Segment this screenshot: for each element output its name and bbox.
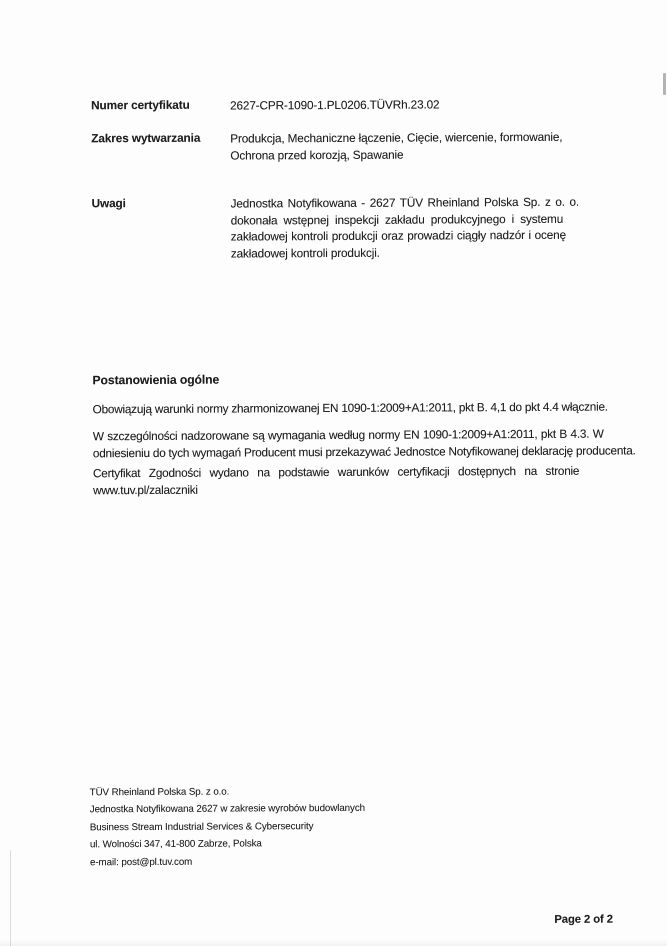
page-number: Page 2 of 2 xyxy=(554,913,613,926)
field-value-cert-number xyxy=(230,96,575,114)
paragraph-line certificate-terms-url: www.tuv.pl/zalaczniki xyxy=(93,482,198,497)
footer-email: e-mail: post@pl.tuv.com xyxy=(90,856,193,868)
footer-company-name: TÜV Rheinland Polska Sp. z o.o. xyxy=(89,786,230,799)
paragraph-line: W szczególności nadzorowane są wymagania według normy EN 1090-1:2009+A1:2011, pkt B 4.3. W xyxy=(92,426,604,444)
field-label-zakres-wytwarzania: Zakres wytwarzania xyxy=(91,130,201,146)
footer-business-stream: Business Stream Industrial Services & Cybersecurity xyxy=(89,820,314,834)
general-paragraph-2 xyxy=(92,426,636,462)
scope-line: Ochrona przed korozją, Spawanie xyxy=(230,147,404,163)
field-value-remarks xyxy=(230,194,580,262)
section-heading-postanowienia-ogolne: Postanowienia ogólne xyxy=(92,372,220,388)
paragraph-line: Obowiązują warunki normy zharmonizowanej EN 1090-1:2009+A1:2011, pkt B. 4,1 do pkt 4.4 włącznie. xyxy=(92,399,608,417)
field-label-numer-certyfikatu: Numer certyfikatu xyxy=(91,97,190,113)
footer-address: ul. Wolności 347, 41-800 Zabrze, Polska xyxy=(89,838,262,851)
field-label-uwagi: Uwagi xyxy=(91,196,126,211)
footer-notified-body: Jednostka Notyfikowana 2627 w zakresie wyrobów budowlanych xyxy=(89,803,365,816)
scan-artifact-left-edge xyxy=(10,850,11,946)
field-value-scope xyxy=(230,129,575,164)
general-paragraph-3 xyxy=(92,463,580,499)
scan-shadow-bottom xyxy=(0,940,667,946)
scan-artifact-right-edge xyxy=(663,73,666,95)
remarks-line: dokonała wstępnej inspekcji zakładu produkcyjnego i systemu xyxy=(230,211,564,228)
general-paragraph-1 xyxy=(92,399,608,418)
scope-line: Produkcja, Mechaniczne łączenie, Cięcie, wiercenie, formowanie, xyxy=(230,129,563,146)
remarks-line: zakładowej kontroli produkcji. xyxy=(230,245,380,261)
remarks-line: zakładowej kontroli produkcji oraz prowadzi ciągły nadzór i ocenę xyxy=(230,227,567,244)
remarks-line: Jednostka Notyfikowana - 2627 TÜV Rheinland Polska Sp. z o. o. xyxy=(230,194,580,211)
footer-company-block xyxy=(90,783,366,871)
cert-number-text: 2627-CPR-1090-1.PL0206.TÜVRh.23.02 xyxy=(230,97,440,113)
paragraph-line: Certyfikat Zgodności wydano na podstawie warunków certyfikacji dostępnych na stronie xyxy=(92,463,580,481)
paragraph-line: odniesieniu do tych wymagań Producent musi przekazywać Jednostce Notyfikowanej deklarację producenta. xyxy=(92,442,636,460)
